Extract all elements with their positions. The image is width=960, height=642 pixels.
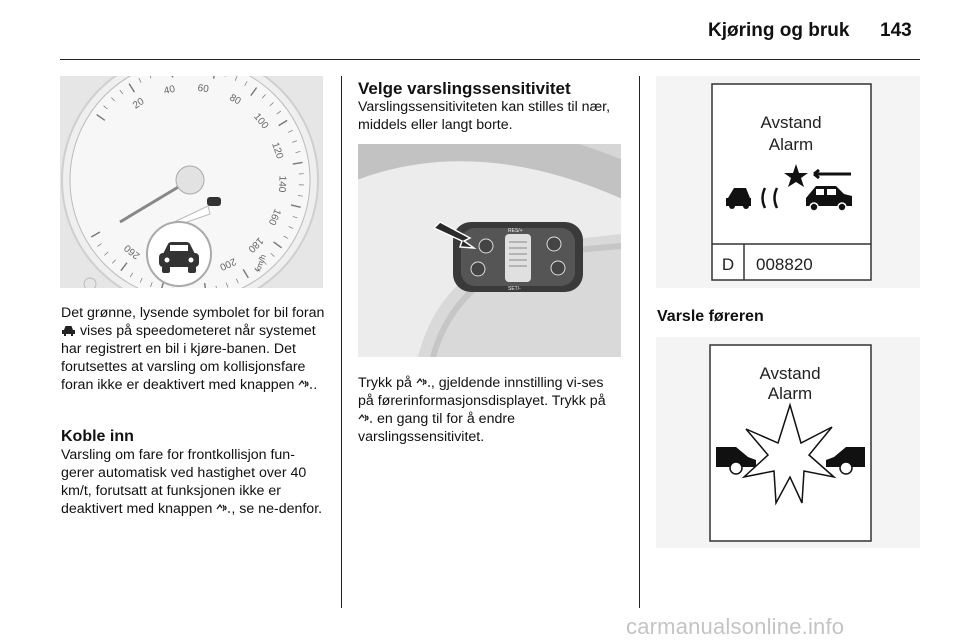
watermark: carmanualsonline.info <box>626 614 845 639</box>
sensitivity-button-icon <box>479 239 493 253</box>
heading-varsle-foreren: Varsle føreren <box>657 308 764 325</box>
text-run: en gang til for å endre varslingssensitivitet. <box>358 411 515 445</box>
text-run: vises på speedometeret når systemet har registrert en bil i kjøre-banen. Det forutsettes at varsling om kollisjonsfare foran ikke er deaktivert med knappen <box>61 323 316 393</box>
column-divider-right <box>639 76 640 608</box>
display-code-number: 008820 <box>756 255 813 274</box>
sensitivity-button-inline-icon <box>216 503 231 514</box>
heading-koble-inn: Koble inn <box>61 428 134 445</box>
speedometer-number: 260 <box>122 241 143 261</box>
display-code-letter: D <box>721 255 735 274</box>
car-ahead-inline-icon <box>61 325 76 336</box>
display-line-alarm: Alarm <box>768 135 814 154</box>
page-number: 143 <box>880 20 912 41</box>
text-run: Trykk på <box>358 375 416 391</box>
column-divider-left <box>341 76 342 608</box>
speedometer-number: 20 <box>131 96 147 112</box>
middle-paragraph-2 <box>358 374 620 446</box>
speed-unit-label: km/h <box>253 253 268 273</box>
sensitivity-button-inline-icon <box>358 413 373 424</box>
speedometer-number: 180 <box>245 234 266 255</box>
speedometer-number: 140 <box>275 175 288 193</box>
display-line-alarm: Alarm <box>767 384 813 403</box>
speedometer-number: 80 <box>227 92 243 108</box>
running-header-title: Kjøring og bruk <box>708 20 850 41</box>
text-run: . <box>313 377 318 393</box>
speedometer-number: 160 <box>265 206 283 227</box>
collision-alert-display-figure <box>656 337 920 548</box>
sensitivity-button-inline-icon <box>416 377 431 388</box>
display-line-avstand: Avstand <box>759 364 821 383</box>
display-line-avstand: Avstand <box>760 113 822 132</box>
res-button-label: RES/+ <box>508 228 523 234</box>
speedometer-number: 100 <box>251 111 271 132</box>
left-paragraph-2 <box>61 446 327 518</box>
cruise-button-icon <box>547 237 561 251</box>
left-paragraph-1 <box>61 304 325 394</box>
text-run: Det grønne, lysende symbolet for bil foran <box>61 305 325 321</box>
speedometer-number: 60 <box>196 82 210 96</box>
set-button-label: SET/- <box>508 286 521 292</box>
speedometer-number: 200 <box>217 255 238 273</box>
limiter-button-icon <box>471 262 485 276</box>
middle-paragraph-1: Varslingssensitiviteten kan stilles til nær, middels eller langt borte. <box>358 99 611 133</box>
heading-velge-varslingssensitivitet: Velge varslingssensitivitet <box>358 79 571 98</box>
distance-button-icon <box>551 261 565 275</box>
text-run: Varsling om fare for frontkollisjon fun-gerer automatisk ved hastighet over 40 km/t, forutsatt at funksjonen ikke er deaktivert med knappen <box>61 447 307 517</box>
speedometer-number: 120 <box>269 141 285 161</box>
text-run: , gjeldende innstilling vi-ses på førerinformasjonsdisplayet. Trykk på <box>358 375 606 409</box>
sensitivity-button-inline-icon <box>298 379 313 390</box>
header-rule <box>60 59 920 60</box>
speedometer-number: 40 <box>162 83 177 98</box>
speedometer-figure <box>60 76 323 288</box>
text-run: , se ne-denfor. <box>231 501 323 517</box>
distance-alarm-display-figure <box>656 76 920 288</box>
steering-wheel-figure <box>358 144 621 357</box>
